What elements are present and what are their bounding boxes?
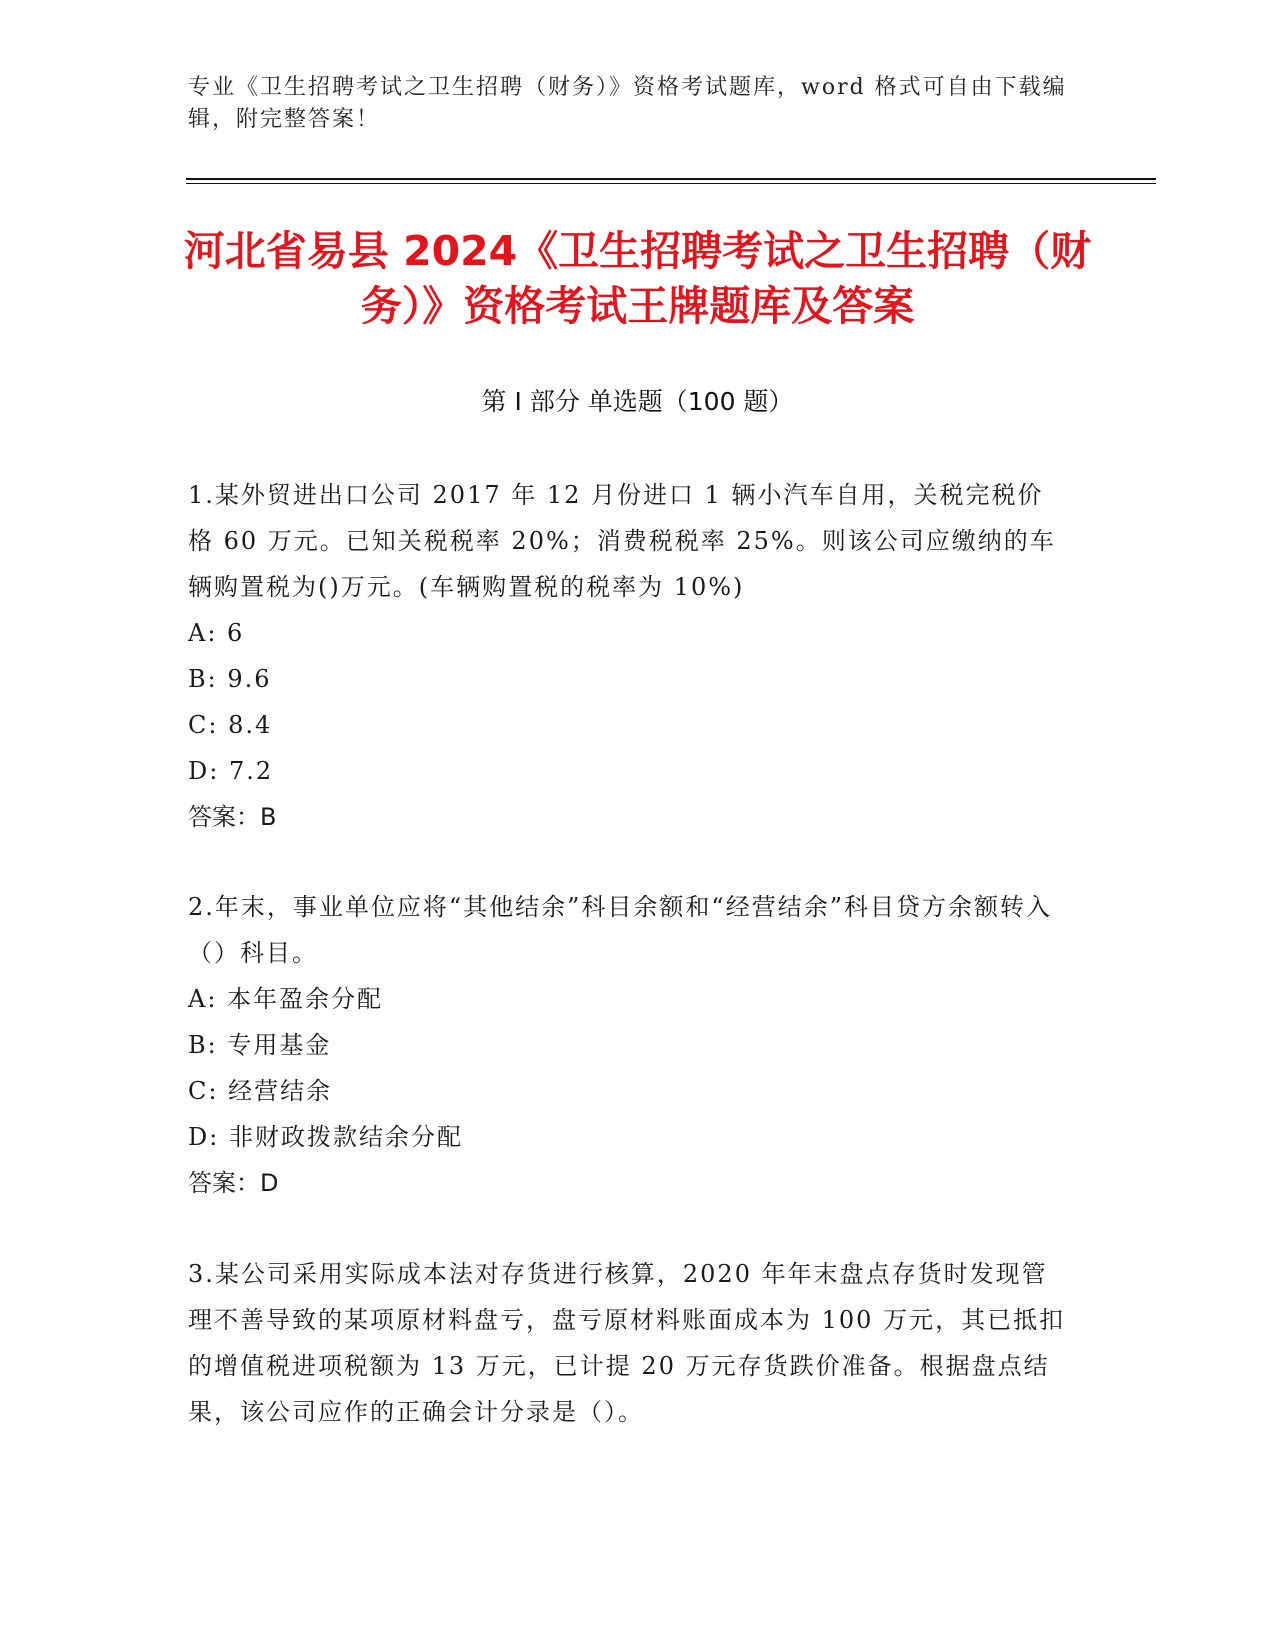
question-stem: 2.年末，事业单位应将“其他结余”科目余额和“经营结余”科目贷方余额转入（）科目。 xyxy=(188,893,1052,967)
option-d: D: 非财政拨款结余分配 xyxy=(188,1123,463,1151)
header-divider-thick xyxy=(186,178,1156,180)
option-d: D: 7.2 xyxy=(188,757,274,785)
answer: 答案：B xyxy=(188,803,277,831)
option-a: A: 本年盈余分配 xyxy=(188,985,384,1013)
option-a: A: 6 xyxy=(188,619,245,647)
header-divider-thin xyxy=(186,183,1156,184)
option-b: B: 专用基金 xyxy=(188,1031,332,1059)
answer: 答案：D xyxy=(188,1169,279,1197)
question-stem: 3.某公司采用实际成本法对存货进行核算，2020 年年末盘点存货时发现管理不善导致的某项原材料盘亏，盘亏原材料账面成本为 100 万元，其已抵扣的增值税进项税额为 13 万元，已计提 20 万元存货跌价准备。根据盘点结果，该公司应作的正确会计分录是（）。 xyxy=(188,1260,1066,1426)
option-b: B: 9.6 xyxy=(188,665,272,693)
section-heading: 第 I 部分 单选题（100 题） xyxy=(481,387,794,416)
question-1 xyxy=(188,472,1068,840)
question-stem: 1.某外贸进出口公司 2017 年 12 月份进口 1 辆小汽车自用，关税完税价格 60 万元。已知关税税率 20%；消费税税率 25%。则该公司应缴纳的车辆购置税为()万元。(车辆购置税的税率为 10%) xyxy=(188,481,1056,601)
header-note: 专业《卫生招聘考试之卫生招聘（财务）》资格考试题库，word 格式可自由下载编辑，附完整答案！ xyxy=(188,75,1067,132)
question-3 xyxy=(188,1251,1068,1435)
question-2 xyxy=(188,884,1068,1206)
document-title: 河北省易县 2024《卫生招聘考试之卫生招聘（财务）》资格考试王牌题库及答案 xyxy=(183,227,1092,330)
option-c: C: 经营结余 xyxy=(188,1077,333,1105)
option-c: C: 8.4 xyxy=(188,711,273,739)
